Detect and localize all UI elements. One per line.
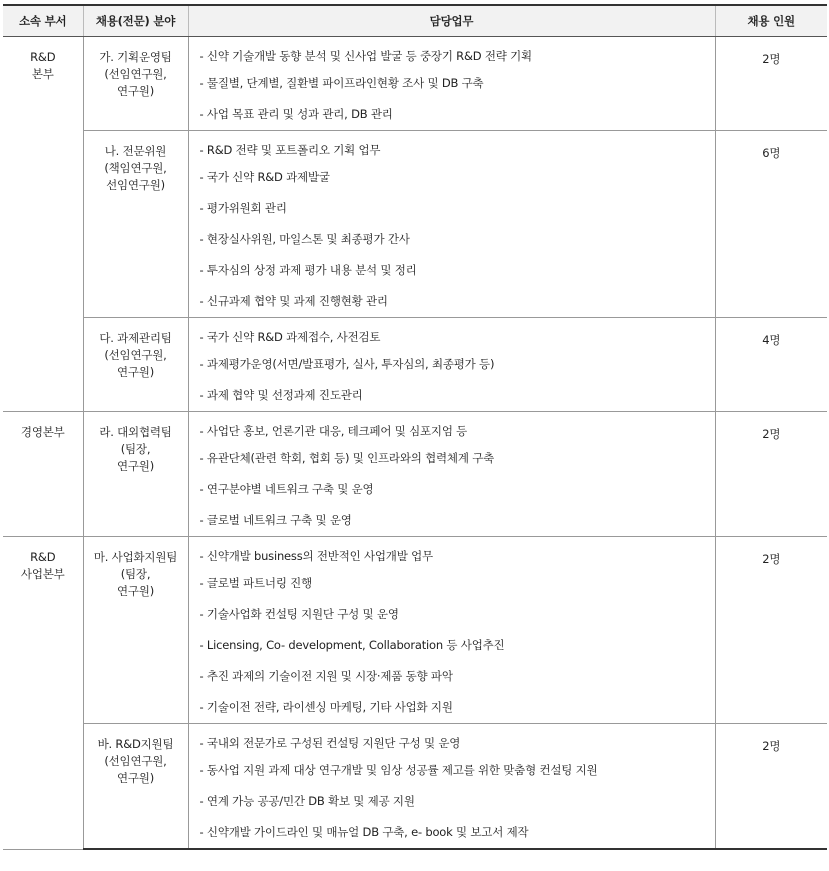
duty-item: - 과제평가운영(서면/발표평가, 실사, 투자심의, 최종평가 등) — [199, 357, 495, 371]
duty-item: - 신규과제 협약 및 과제 진행현황 관리 — [199, 294, 388, 308]
header-field: 채용(전문) 분야 — [83, 5, 188, 37]
dept-cell: R&D 사업본부 — [3, 537, 83, 850]
count-cell: 4명 — [715, 318, 827, 412]
field-cell: 마. 사업화지원팀 (팀장, 연구원) — [83, 537, 188, 724]
duty-item: - 신약개발 business의 전반적인 사업개발 업무 — [199, 549, 433, 563]
table-row — [3, 37, 827, 131]
duty-list — [200, 138, 715, 317]
field-cell: 가. 기획운영팀 (선임연구원, 연구원) — [83, 37, 188, 131]
duty-item: - 유관단체(관련 학회, 협회 등) 및 인프라와의 협력체계 구축 — [199, 451, 495, 465]
duty-item: - 동사업 지원 과제 대상 연구개발 및 임상 성공률 제고를 위한 맞춤형 컨설팅 지원 — [199, 763, 598, 777]
field-cell: 바. R&D지원팀 (선임연구원, 연구원) — [83, 724, 188, 850]
duties-cell — [188, 537, 715, 724]
duty-item: - 기술사업화 컨설팅 지원단 구성 및 운영 — [199, 607, 399, 621]
field-cell: 다. 과제관리팀 (선임연구원, 연구원) — [83, 318, 188, 412]
duty-item: - 사업 목표 관리 및 성과 관리, DB 관리 — [199, 107, 393, 121]
duty-list — [200, 44, 715, 130]
header-duties: 담당업무 — [188, 5, 715, 37]
table-row — [3, 537, 827, 724]
count-cell: 2명 — [715, 412, 827, 537]
duty-list — [200, 544, 715, 723]
table-row — [3, 131, 827, 318]
duty-item: - 신약 기술개발 동향 분석 및 신사업 발굴 등 중장기 R&D 전략 기획 — [199, 49, 532, 63]
duties-cell — [188, 37, 715, 131]
dept-cell: 경영본부 — [3, 412, 83, 537]
table-row — [3, 412, 827, 537]
dept-cell: R&D 본부 — [3, 37, 83, 412]
duty-item: - 현장실사위원, 마일스톤 및 최종평가 간사 — [199, 232, 410, 246]
field-cell: 나. 전문위원 (책임연구원, 선임연구원) — [83, 131, 188, 318]
duty-list — [200, 731, 715, 848]
duties-cell — [188, 131, 715, 318]
table-row — [3, 318, 827, 412]
duty-item: - 국내외 전문가로 구성된 컨설팅 지원단 구성 및 운영 — [199, 736, 461, 750]
duties-cell — [188, 412, 715, 537]
duty-list — [200, 325, 715, 411]
count-cell: 2명 — [715, 724, 827, 850]
duty-item: - 국가 신약 R&D 과제발굴 — [199, 170, 330, 184]
count-cell: 2명 — [715, 37, 827, 131]
duty-item: - 물질별, 단계별, 질환별 파이프라인현황 조사 및 DB 구축 — [199, 76, 484, 90]
duty-item: - 연계 가능 공공/민간 DB 확보 및 제공 지원 — [199, 794, 415, 808]
header-count: 채용 인원 — [715, 5, 827, 37]
duty-item: - 추진 과제의 기술이전 지원 및 시장·제품 동향 파악 — [199, 669, 453, 683]
duty-item: - 신약개발 가이드라인 및 매뉴얼 DB 구축, e- book 및 보고서 제작 — [199, 825, 529, 839]
duty-item: - 글로벌 파트너링 진행 — [199, 576, 312, 590]
duty-item: - 연구분야별 네트워크 구축 및 운영 — [199, 482, 374, 496]
duty-item: - 기술이전 전략, 라이센싱 마케팅, 기타 사업화 지원 — [199, 700, 453, 714]
duty-item: - 글로벌 네트워크 구축 및 운영 — [199, 513, 352, 527]
count-cell: 6명 — [715, 131, 827, 318]
duty-item: - 사업단 홍보, 언론기관 대응, 테크페어 및 심포지엄 등 — [199, 424, 468, 438]
table-row — [3, 724, 827, 850]
header-row — [3, 5, 827, 37]
duty-item: - 과제 협약 및 선정과제 진도관리 — [199, 388, 363, 402]
duty-item: - 투자심의 상정 과제 평가 내용 분석 및 정리 — [199, 263, 417, 277]
duties-cell — [188, 318, 715, 412]
count-cell: 2명 — [715, 537, 827, 724]
duty-item: - R&D 전략 및 포트폴리오 기획 업무 — [199, 143, 381, 157]
duty-item: - 국가 신약 R&D 과제접수, 사전검토 — [199, 330, 381, 344]
duty-item: - 평가위원회 관리 — [199, 201, 287, 215]
duties-cell — [188, 724, 715, 850]
duty-item: - Licensing, Co- development, Collaboration 등 사업추진 — [199, 638, 505, 652]
header-dept: 소속 부서 — [3, 5, 83, 37]
recruitment-table — [3, 4, 827, 850]
duty-list — [200, 419, 715, 536]
field-cell: 라. 대외협력팀 (팀장, 연구원) — [83, 412, 188, 537]
